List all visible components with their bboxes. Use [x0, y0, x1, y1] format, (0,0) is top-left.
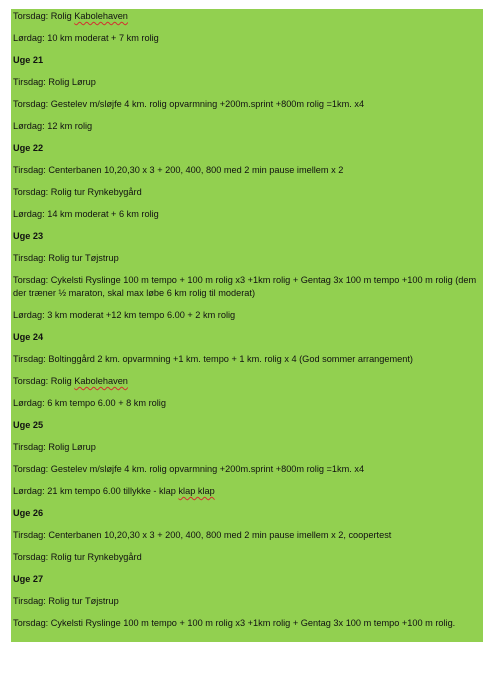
schedule-line [13, 208, 481, 221]
schedule-line [13, 252, 481, 265]
line-text: Tirsdag: Rolig tur Tøjstrup [13, 596, 119, 606]
schedule-line [13, 98, 481, 111]
line-text: Torsdag: Cykelsti Ryslinge 100 m tempo + 100 m rolig x3 +1km rolig + Gentag 3x 100 m tempo +100 m rolig (dem der træner ½ maraton, skal max løbe 6 km rolig til moderat) [13, 275, 477, 298]
line-text: Tirsdag: Rolig Lørup [13, 442, 96, 452]
schedule-line [13, 375, 481, 388]
schedule-line [13, 463, 481, 476]
line-text: Tirsdag: Centerbanen 10,20,30 x 3 + 200, 400, 800 med 2 min pause imellem x 2 [13, 165, 344, 175]
line-text: Torsdag: Rolig [13, 376, 75, 386]
line-text: Torsdag: Rolig [13, 11, 75, 21]
week-heading [13, 331, 481, 344]
schedule-line [13, 551, 481, 564]
schedule-line [13, 309, 481, 322]
schedule-line [13, 120, 481, 133]
line-text: Uge 24 [13, 332, 44, 342]
schedule-line [13, 353, 481, 366]
line-text: Lørdag: 12 km rolig [13, 121, 93, 131]
schedule-line [13, 76, 481, 89]
line-text: Uge 25 [13, 420, 44, 430]
schedule-line [13, 10, 481, 23]
schedule-line [13, 441, 481, 454]
line-text: Torsdag: Rolig tur Rynkebygård [13, 552, 142, 562]
line-text: Torsdag: Gestelev m/sløjfe 4 km. rolig opvarmning +200m.sprint +800m rolig =1km. x4 [13, 464, 365, 474]
schedule-line [13, 32, 481, 45]
line-text: Tirsdag: Boltinggård 2 km. opvarmning +1 km. tempo + 1 km. rolig x 4 (God sommer arrangement) [13, 354, 413, 364]
spellcheck-flagged-word[interactable]: Kabolehaven [74, 376, 128, 386]
line-text: Uge 27 [13, 574, 44, 584]
line-text: Lørdag: 6 km tempo 6.00 + 8 km rolig [13, 398, 166, 408]
line-text: Tirsdag: Centerbanen 10,20,30 x 3 + 200, 400, 800 med 2 min pause imellem x 2, coopertest [13, 530, 392, 540]
week-heading [13, 419, 481, 432]
line-text: Lørdag: 3 km moderat +12 km tempo 6.00 + 2 km rolig [13, 310, 236, 320]
line-text: Uge 21 [13, 55, 44, 65]
line-text: Uge 23 [13, 231, 44, 241]
schedule-line [13, 617, 481, 630]
line-text: Torsdag: Rolig tur Rynkebygård [13, 187, 142, 197]
document-highlighted-block [11, 9, 483, 642]
spellcheck-flagged-word[interactable]: klap klap [178, 486, 215, 496]
line-text: Uge 26 [13, 508, 44, 518]
week-heading [13, 507, 481, 520]
line-text: Tirsdag: Rolig Lørup [13, 77, 96, 87]
line-text: Lørdag: 10 km moderat + 7 km rolig [13, 33, 159, 43]
line-text: Lørdag: 21 km tempo 6.00 tillykke - klap [13, 486, 179, 496]
schedule-line [13, 595, 481, 608]
week-heading [13, 54, 481, 67]
line-text: Torsdag: Cykelsti Ryslinge 100 m tempo + 100 m rolig x3 +1km rolig + Gentag 3x 100 m tempo +100 m rolig. [13, 618, 456, 628]
schedule-line [13, 397, 481, 410]
spellcheck-flagged-word[interactable]: Kabolehaven [74, 11, 128, 21]
schedule-line [13, 274, 481, 300]
line-text: Tirsdag: Rolig tur Tøjstrup [13, 253, 119, 263]
week-heading [13, 573, 481, 586]
schedule-line [13, 164, 481, 177]
schedule-line [13, 529, 481, 542]
schedule-line [13, 186, 481, 199]
schedule-line [13, 485, 481, 498]
week-heading [13, 142, 481, 155]
week-heading [13, 230, 481, 243]
line-text: Lørdag: 14 km moderat + 6 km rolig [13, 209, 159, 219]
line-text: Uge 22 [13, 143, 44, 153]
line-text: Torsdag: Gestelev m/sløjfe 4 km. rolig opvarmning +200m.sprint +800m rolig =1km. x4 [13, 99, 365, 109]
